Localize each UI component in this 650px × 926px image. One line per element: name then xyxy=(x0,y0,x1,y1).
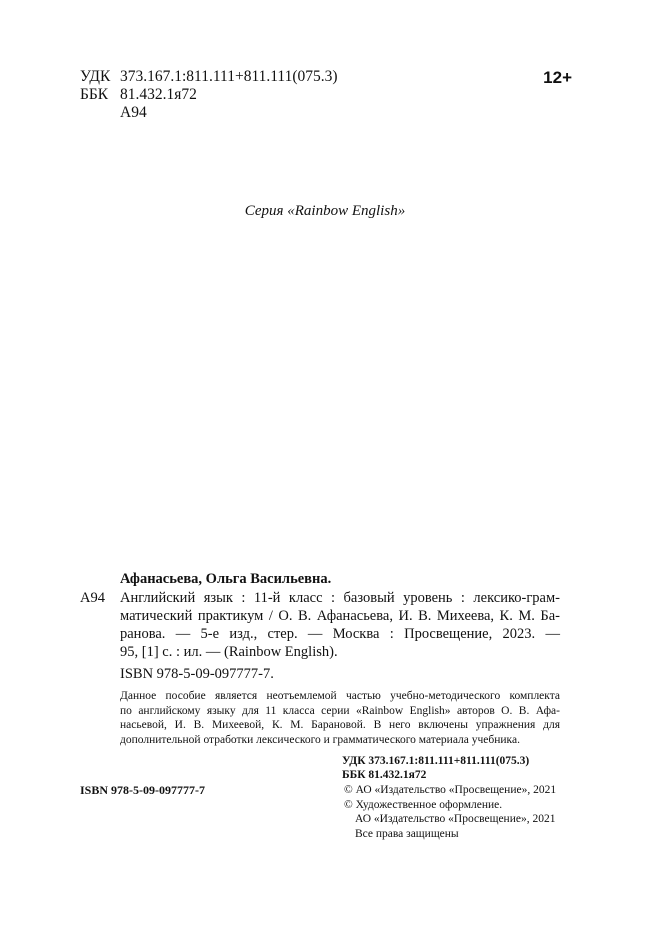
record-line: матический практикум / О. В. Афанасьева, И. В. Михеева, К. М. Ба- xyxy=(120,608,560,624)
record-line: 95, [1] с. : ил. — (Rainbow English). xyxy=(120,644,338,660)
record-entry xyxy=(80,589,560,661)
copyright-block xyxy=(344,783,556,841)
annotation-line: Данное пособие является неотъемлемой частью учебно-методического комплекта xyxy=(120,690,560,702)
age-rating: 12+ xyxy=(543,68,572,87)
record-classification xyxy=(80,754,560,782)
record-isbn: ISBN 978-5-09-097777-7. xyxy=(120,666,274,682)
copyright-line: АО «Издательство «Просвещение», 2021 xyxy=(355,813,556,825)
record-line: Английский язык : 11-й класс : базовый уровень : лексико-грам- xyxy=(120,590,560,606)
bbk-label: ББК xyxy=(80,86,109,103)
record-line: ранова. — 5-е изд., стер. — Москва : Просвещение, 2023. — xyxy=(120,626,560,642)
annotation xyxy=(80,689,560,747)
annotation-line: дополнительной отработки лексического и грамматического материала учебника. xyxy=(120,733,520,746)
series-title: Серия «Rainbow English» xyxy=(244,203,406,219)
copyright-line: © Художественное оформление. xyxy=(344,798,503,811)
udk-value: 373.167.1:811.111+811.111(075.3) xyxy=(120,68,338,85)
udk-line xyxy=(80,68,338,86)
classification-header xyxy=(80,68,338,122)
rights-reserved: Все права защищены xyxy=(355,827,459,840)
bibliographic-record xyxy=(80,570,560,782)
record-udk: УДК 373.167.1:811.111+811.111(075.3) xyxy=(342,755,530,767)
bbk-line xyxy=(80,86,338,104)
author-sign: А94 xyxy=(120,104,147,121)
annotation-line: по английскому языку для 11 класса серии «Rainbow English» авторов О. В. Афа- xyxy=(120,704,560,717)
author-heading: Афанасьева, Ольга Васильевна. xyxy=(120,571,332,587)
author-code: А94 xyxy=(80,590,105,606)
annotation-line: насьевой, И. В. Михеевой, К. М. Барановой. В него включены упражнения для xyxy=(120,719,560,731)
udk-label: УДК xyxy=(80,68,111,85)
copyright-line: © АО «Издательство «Просвещение», 2021 xyxy=(344,784,557,796)
bbk-value: 81.432.1я72 xyxy=(120,86,197,103)
record-bbk: ББК 81.432.1я72 xyxy=(342,769,427,781)
record-body xyxy=(80,589,560,661)
footer-isbn: ISBN 978-5-09-097777-7 xyxy=(80,783,205,797)
